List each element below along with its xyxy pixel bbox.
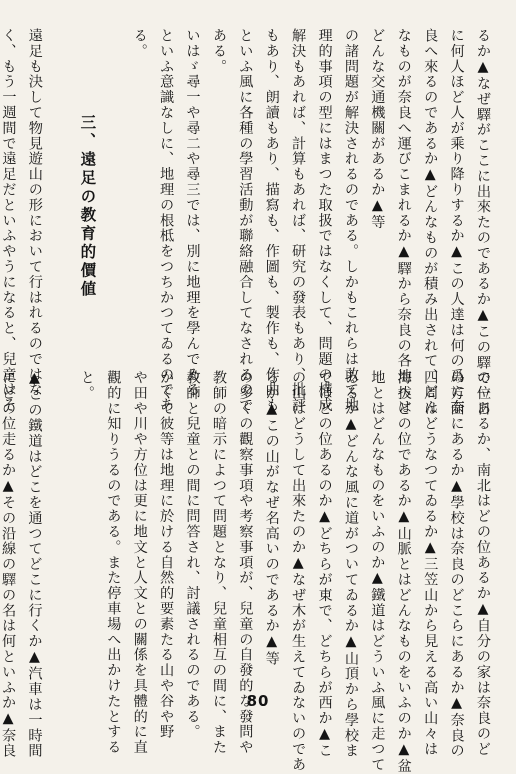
upper-text-block [0,28,496,417]
text-line: 地とはどんなものをいふのか▲鐵道はどういふ風に走つて [369,370,386,773]
text-line: もあり、朗讀もあり、描寫も、作圖も、製作も、作曲も [263,28,280,413]
text-line: ある。 [210,28,227,75]
text-line: どんな交通機關があるか▲等 [369,28,386,230]
text-line: るか▲この山がなぜ名高いのであるか▲等 [263,370,280,667]
text-line: 遠足も決して物見遊山の形において行はれるのではな [26,28,43,398]
text-line: の方面にあるか▲學校は奈良のどこらにあるか▲奈良の [448,370,465,759]
text-line: 解決もあれば、計算もあれば、研究の發表もあり、批評 [290,28,307,413]
blank-line [100,28,126,310]
section-heading: 三、遠足の教育的價値 [78,114,97,299]
text-line: 四周はどうなつてゐるか▲三笠山から見える高い山々は [422,370,439,757]
text-line: の多くの觀察事項や考察事項が、兒童の自發的な發問や [237,370,254,755]
text-line: 海拔どの位であるか▲山脈とはどんなものをいふのか▲盆 [395,370,412,774]
blank-line [48,370,74,674]
text-line: なものが奈良へ運びこまれるか▲驛から奈良の各地へは [395,28,412,415]
text-line: ゐるか▲どんな風に道がついてゐるか▲山頂から學校ま [342,370,359,759]
text-line: といふ風に各種の學習活動が聯絡融合してなされるので [237,28,254,413]
text-line: いはゞ尋一や尋二や尋三では、別に地理を學んでゐる [184,28,201,398]
text-line: 理的事項の型にはまつた取扱ではなくして、問題の構成 [316,28,333,413]
text-line: ▲この鐵道はどこを通つてどこに行くか▲汽車は一時間 [26,370,43,759]
text-line: 教師の暗示によつて問題となり、兒童相互の間に、また [210,370,227,755]
page-number: 80 [246,692,270,710]
text-line: にどの位走るか▲その沿線の驛の名は何といふか▲奈良 [0,370,17,759]
text-line: るか▲なぜ驛がここに出來たのであるか▲この驛で一日 [475,28,491,417]
text-line: と。 [78,370,95,401]
text-line: かくて彼等は地理に於ける自然的要素たる山や谷や野 [158,370,175,740]
text-line: や田や川や方位は更に地文と人文との關係を具體的に直 [131,370,148,755]
text-line: の山はどうして出來たのか▲なぜ木が生えてゐないのであ [290,370,307,773]
text-line: ではどの位あるのか▲どちらが東で、どちらが西か▲こ [316,370,333,759]
text-line: 教師と兒童との間に問答され、討議されるのである。 [184,370,201,740]
text-line: る。 [131,28,148,59]
text-line: といふ意識なしに、地理の根柢をつちかつてゐるのであ [158,28,175,413]
text-line: の諸問題が解決されるのである。しかもこれらは敢て地 [342,28,359,413]
text-line: に何人ほど人が乘り降りするか▲この人達は何の爲に奈 [448,28,465,415]
blank-line [48,28,74,310]
text-line: 良へ來るのであるか▲どんなものが積み出されて、どん [422,28,439,415]
text-line: く、もう一週間で遠足だといふやうになると、兒童はそ [0,28,17,413]
text-line: の位あるか、南北はどの位あるか▲自分の家は奈良のど [475,370,491,757]
text-line: 觀的に知りうるのである。また停車場へ出かけたとする [105,370,122,755]
